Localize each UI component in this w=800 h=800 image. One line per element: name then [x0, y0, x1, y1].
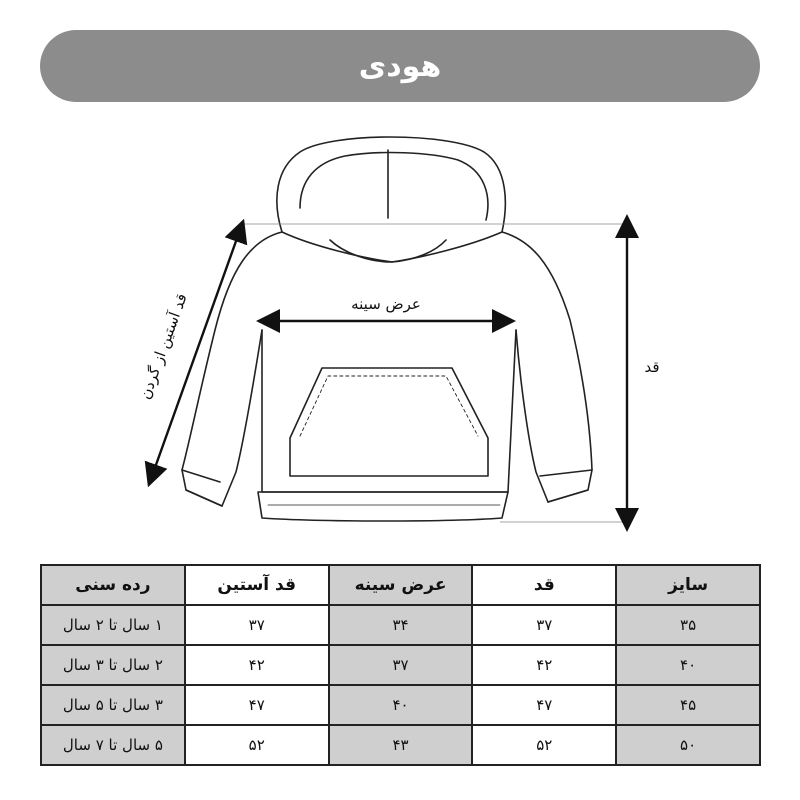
header-length: قد — [472, 565, 616, 605]
cell-age-range: ۱ سال تا ۲ سال — [41, 605, 185, 645]
length-label: قد — [644, 358, 660, 376]
cell-sleeve: ۵۲ — [185, 725, 329, 765]
cell-sleeve: ۳۷ — [185, 605, 329, 645]
cell-chest-width: ۴۳ — [329, 725, 473, 765]
title-banner — [40, 30, 760, 102]
size-table — [40, 564, 761, 766]
table-row — [41, 725, 760, 765]
cell-size: ۴۰ — [616, 645, 760, 685]
cell-size: ۵۰ — [616, 725, 760, 765]
cell-length: ۴۷ — [472, 685, 616, 725]
cell-chest-width: ۳۴ — [329, 605, 473, 645]
chest-width-label: عرض سینه — [351, 295, 421, 313]
cell-age-range: ۳ سال تا ۵ سال — [41, 685, 185, 725]
header-size: سایز — [616, 565, 760, 605]
hoodie-illustration — [0, 110, 800, 550]
cell-chest-width: ۴۰ — [329, 685, 473, 725]
cell-chest-width: ۳۷ — [329, 645, 473, 685]
header-chest-width: عرض سینه — [329, 565, 473, 605]
table-header-row — [41, 565, 760, 605]
cell-age-range: ۵ سال تا ۷ سال — [41, 725, 185, 765]
table-row — [41, 645, 760, 685]
header-age-range: رده سنی — [41, 565, 185, 605]
cell-length: ۴۲ — [472, 645, 616, 685]
hoodie-outline — [182, 137, 592, 521]
page-title: هودی — [358, 48, 442, 84]
cell-sleeve: ۴۲ — [185, 645, 329, 685]
cell-age-range: ۲ سال تا ۳ سال — [41, 645, 185, 685]
hoodie-diagram — [0, 110, 800, 550]
cell-size: ۳۵ — [616, 605, 760, 645]
cell-length: ۳۷ — [472, 605, 616, 645]
cell-sleeve: ۴۷ — [185, 685, 329, 725]
header-sleeve: قد آستین — [185, 565, 329, 605]
table-row — [41, 685, 760, 725]
cell-size: ۴۵ — [616, 685, 760, 725]
table-row — [41, 605, 760, 645]
cell-length: ۵۲ — [472, 725, 616, 765]
sleeve-label: قد آستین از گردن — [135, 291, 191, 402]
